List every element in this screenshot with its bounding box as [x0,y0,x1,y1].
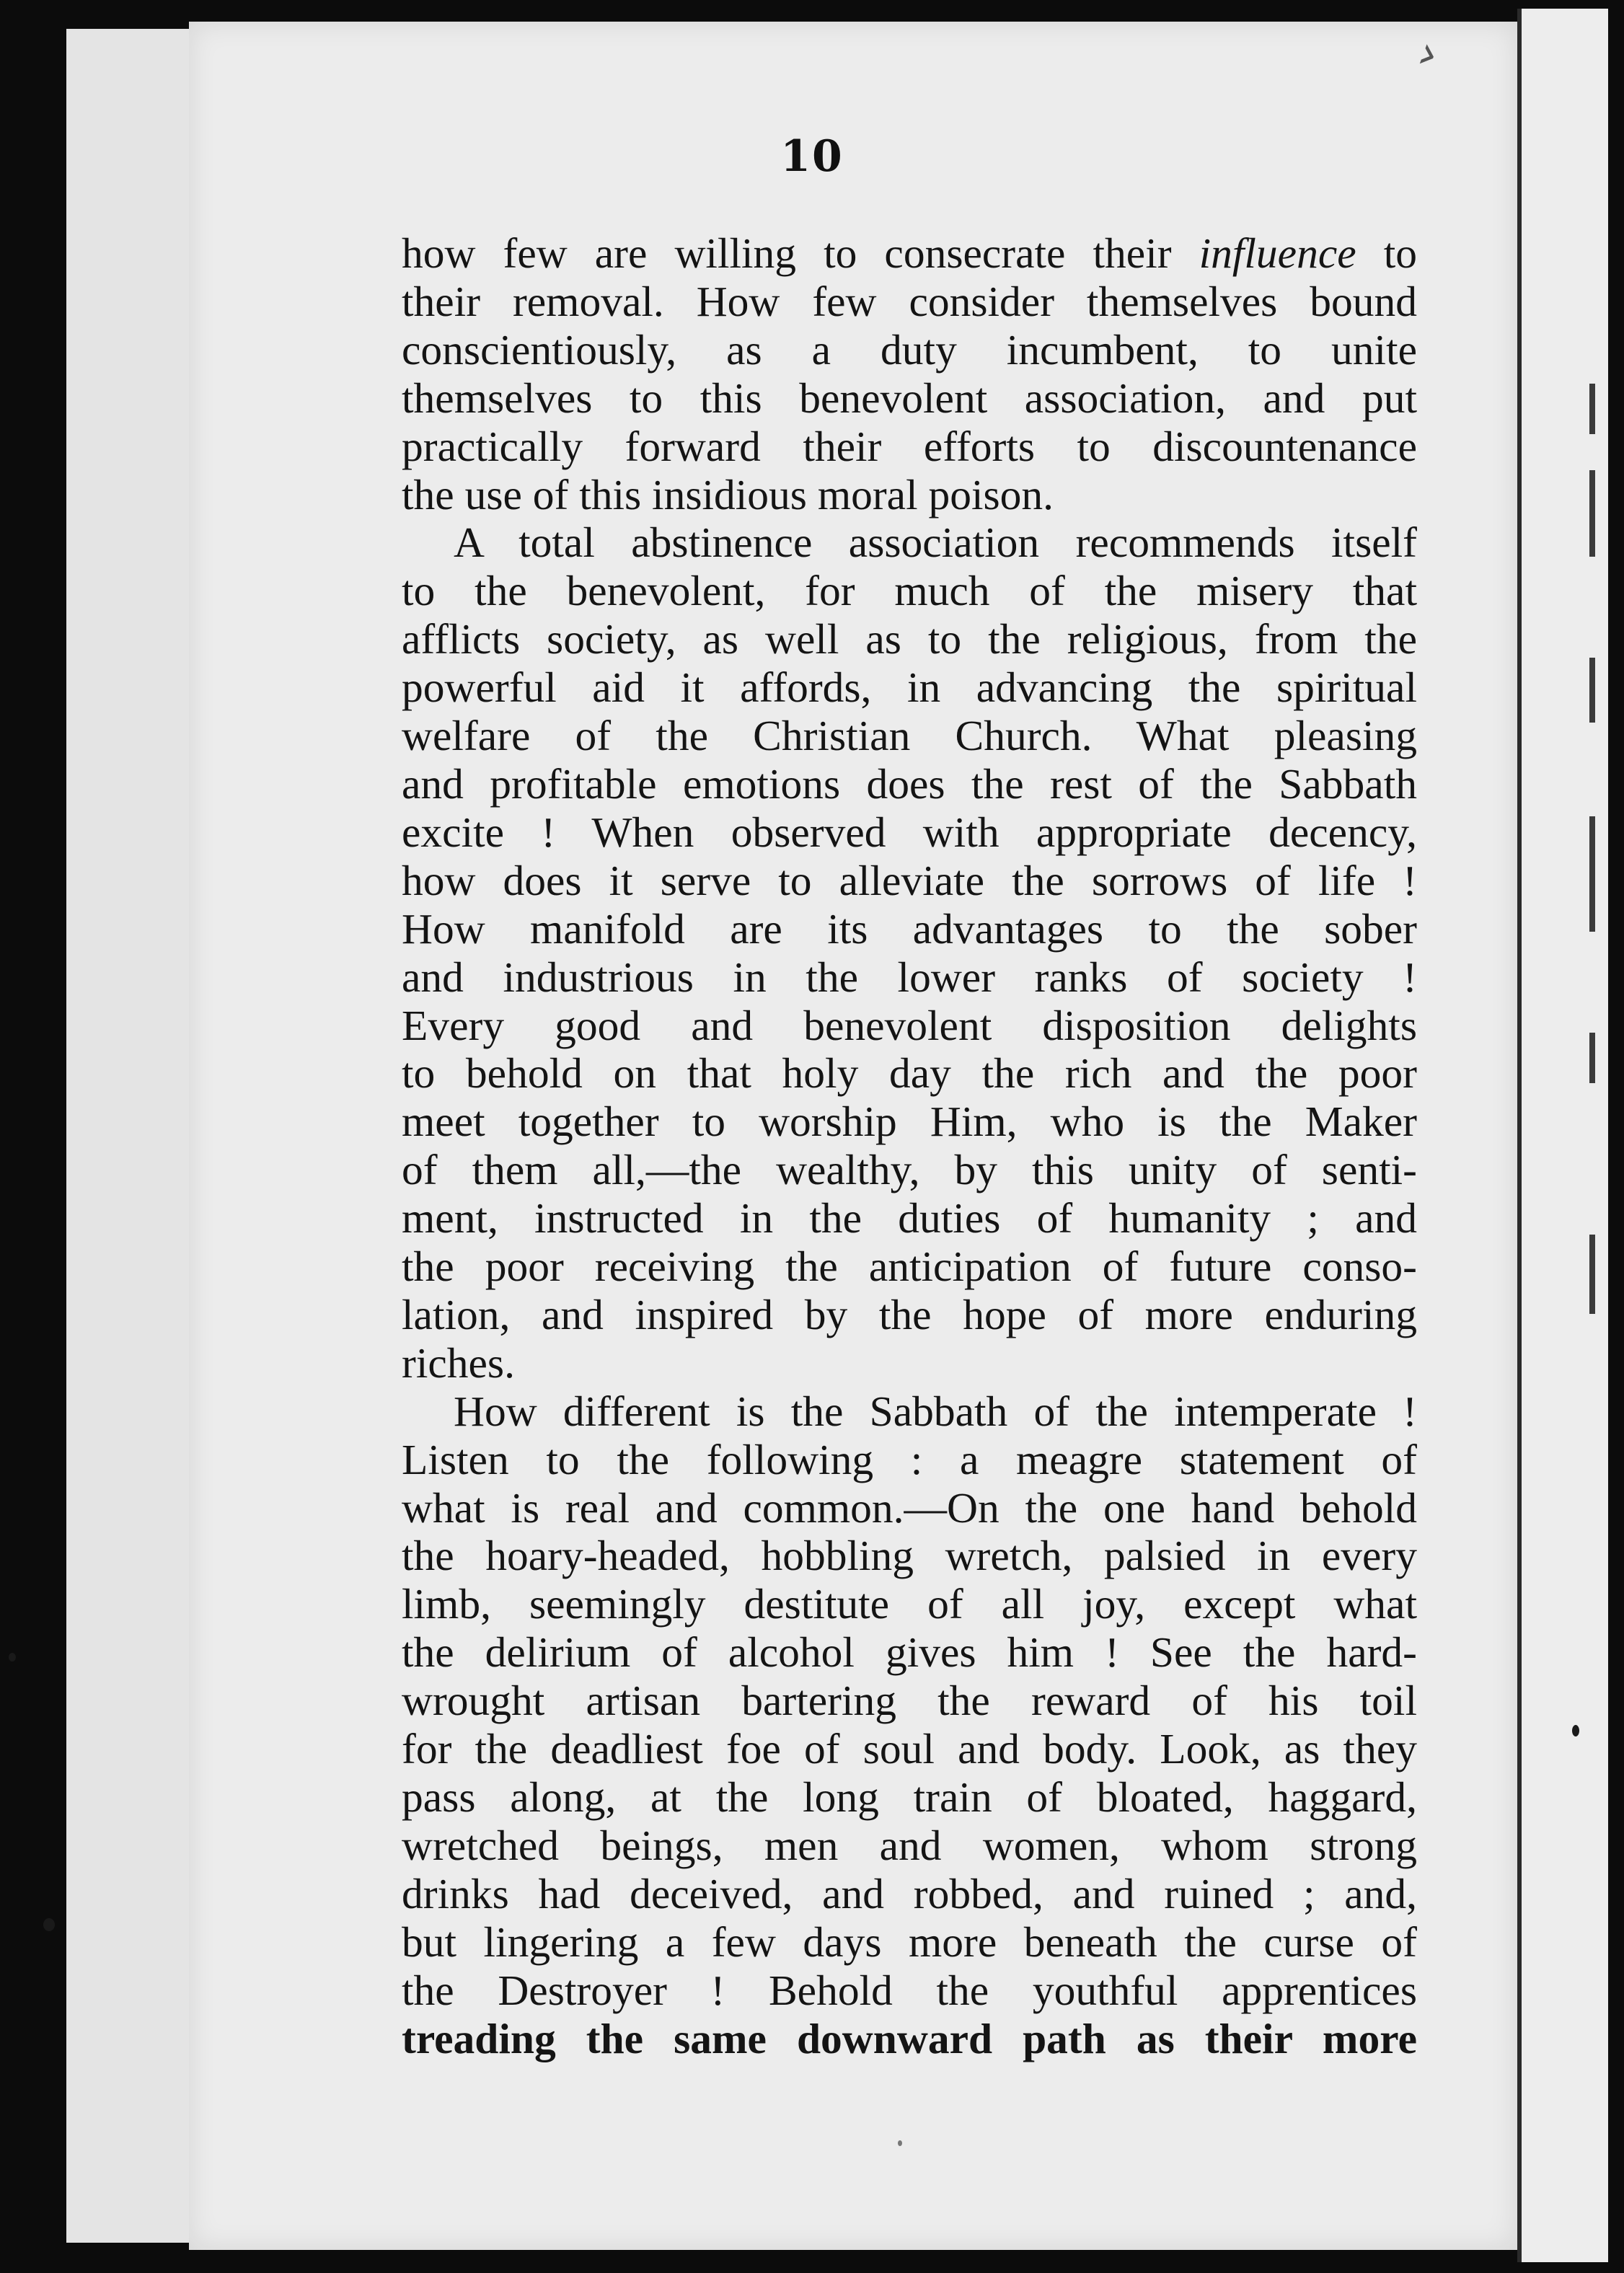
edge-mark [1589,658,1595,723]
text-run: the Destroyer ! Behold the youthful apprentices [402,1966,1417,2014]
text-line [402,905,1417,953]
text-run: excite ! When observed with appropriate decency, [402,808,1417,856]
text-run: treading the same downward path as their more [402,2014,1417,2062]
scan-speck [1572,1725,1579,1736]
text-run: wrought artisan bartering the reward of his toil [402,1677,1417,1725]
text-line [402,374,1417,423]
text-line [402,1436,1417,1484]
scan-speck [43,1918,55,1931]
text-run: How manifold are its advantages to the sober [402,904,1417,953]
text-run: and profitable emotions does the rest of the Sabbath [402,759,1417,808]
edge-mark [1589,816,1595,932]
text-line [402,1773,1417,1822]
paragraph [402,229,1417,518]
text-run: riches. [402,1338,515,1387]
text-run: conscientiously, as a duty incumbent, to unite [402,325,1417,374]
text-line [402,1098,1417,1146]
corner-pencil-mark: › [1411,25,1447,83]
text-run: themselves to this benevolent association, and put [402,374,1417,422]
scan-speck [898,2140,902,2146]
text-line [402,953,1417,1002]
previous-page-edge [66,29,206,2243]
text-run: A total abstinence association recommends itself [454,518,1417,567]
text-line [402,1628,1417,1677]
text-line [402,808,1417,857]
text-line [402,423,1417,471]
emphasized-word: influence [1199,229,1356,277]
text-run: but lingering a few days more beneath the curse of [402,1917,1417,1966]
text-run: wretched beings, men and women, whom strong [402,1821,1417,1869]
text-run: lation, and inspired by the hope of more enduring [402,1290,1417,1338]
body-text [402,229,1417,2062]
text-line [402,1532,1417,1580]
text-run: drinks had deceived, and robbed, and ruined ; and, [402,1869,1417,1917]
text-run: ment, instructed in the duties of humanity ; and [402,1194,1417,1243]
text-line [402,1049,1417,1098]
text-line [402,471,1417,519]
page-number: 10 [780,131,844,182]
text-line [402,1725,1417,1773]
text-line [402,760,1417,808]
paragraph [402,518,1417,1387]
next-page-edge [1517,9,1608,2262]
text-line [402,615,1417,663]
text-line [402,1146,1417,1194]
text-run: to the benevolent, for much of the misery that [402,567,1417,615]
text-line [402,1967,1417,2015]
text-run: to [1356,229,1417,277]
text-run: the hoary-headed, hobbling wretch, palsied in every [402,1532,1417,1580]
text-run: Every good and benevolent disposition delights [402,1001,1417,1049]
text-run: practically forward their efforts to discountenance [402,422,1417,470]
text-line [402,1677,1417,1725]
text-run: how does it serve to alleviate the sorrows of life ! [402,856,1417,904]
text-line [402,1194,1417,1243]
text-run: for the deadliest foe of soul and body. Look, as they [402,1725,1417,1773]
text-line [402,1870,1417,1918]
text-run: meet together to worship Him, who is the Maker [402,1098,1417,1146]
edge-mark [1589,384,1595,434]
text-run: and industrious in the lower ranks of society ! [402,953,1417,1001]
text-line [402,1387,1417,1436]
text-line [402,229,1417,278]
text-run: pass along, at the long train of bloated, haggard, [402,1773,1417,1821]
text-run: powerful aid it affords, in advancing the spiritual [402,663,1417,712]
text-run: the delirium of alcohol gives him ! See the hard- [402,1628,1417,1677]
text-line [402,1580,1417,1628]
text-run: the poor receiving the anticipation of future conso- [402,1243,1417,1291]
text-run: their removal. How few consider themselves bound [402,277,1417,325]
edge-mark [1589,1235,1595,1314]
text-line [402,663,1417,712]
edge-mark [1589,1033,1595,1083]
text-line [402,1243,1417,1291]
text-line [402,567,1417,615]
text-run: afflicts society, as well as to the religious, from the [402,615,1417,663]
text-line [402,278,1417,326]
text-run: how few are willing to consecrate their [402,229,1199,277]
text-run: How different is the Sabbath of the intemperate ! [454,1387,1417,1435]
text-line [402,326,1417,374]
text-run: to behold on that holy day the rich and the poor [402,1049,1417,1098]
text-line [402,2015,1417,2063]
text-run: welfare of the Christian Church. What pleasing [402,712,1417,760]
text-run: what is real and common.—On the one hand behold [402,1483,1417,1532]
text-line [402,1002,1417,1050]
text-line [402,1291,1417,1339]
text-line [402,518,1417,567]
text-line [402,712,1417,760]
text-run: the use of this insidious moral poison. [402,470,1054,518]
text-line [402,857,1417,905]
paragraph [402,1387,1417,2063]
text-run: limb, seemingly destitute of all joy, except what [402,1580,1417,1628]
scan-speck [9,1653,16,1661]
text-line [402,1484,1417,1532]
text-run: Listen to the following : a meagre statement of [402,1435,1417,1483]
text-run: of them all,—the wealthy, by this unity of senti- [402,1146,1417,1194]
text-line [402,1339,1417,1387]
edge-mark [1589,470,1595,557]
text-line [402,1918,1417,1967]
text-line [402,1822,1417,1870]
